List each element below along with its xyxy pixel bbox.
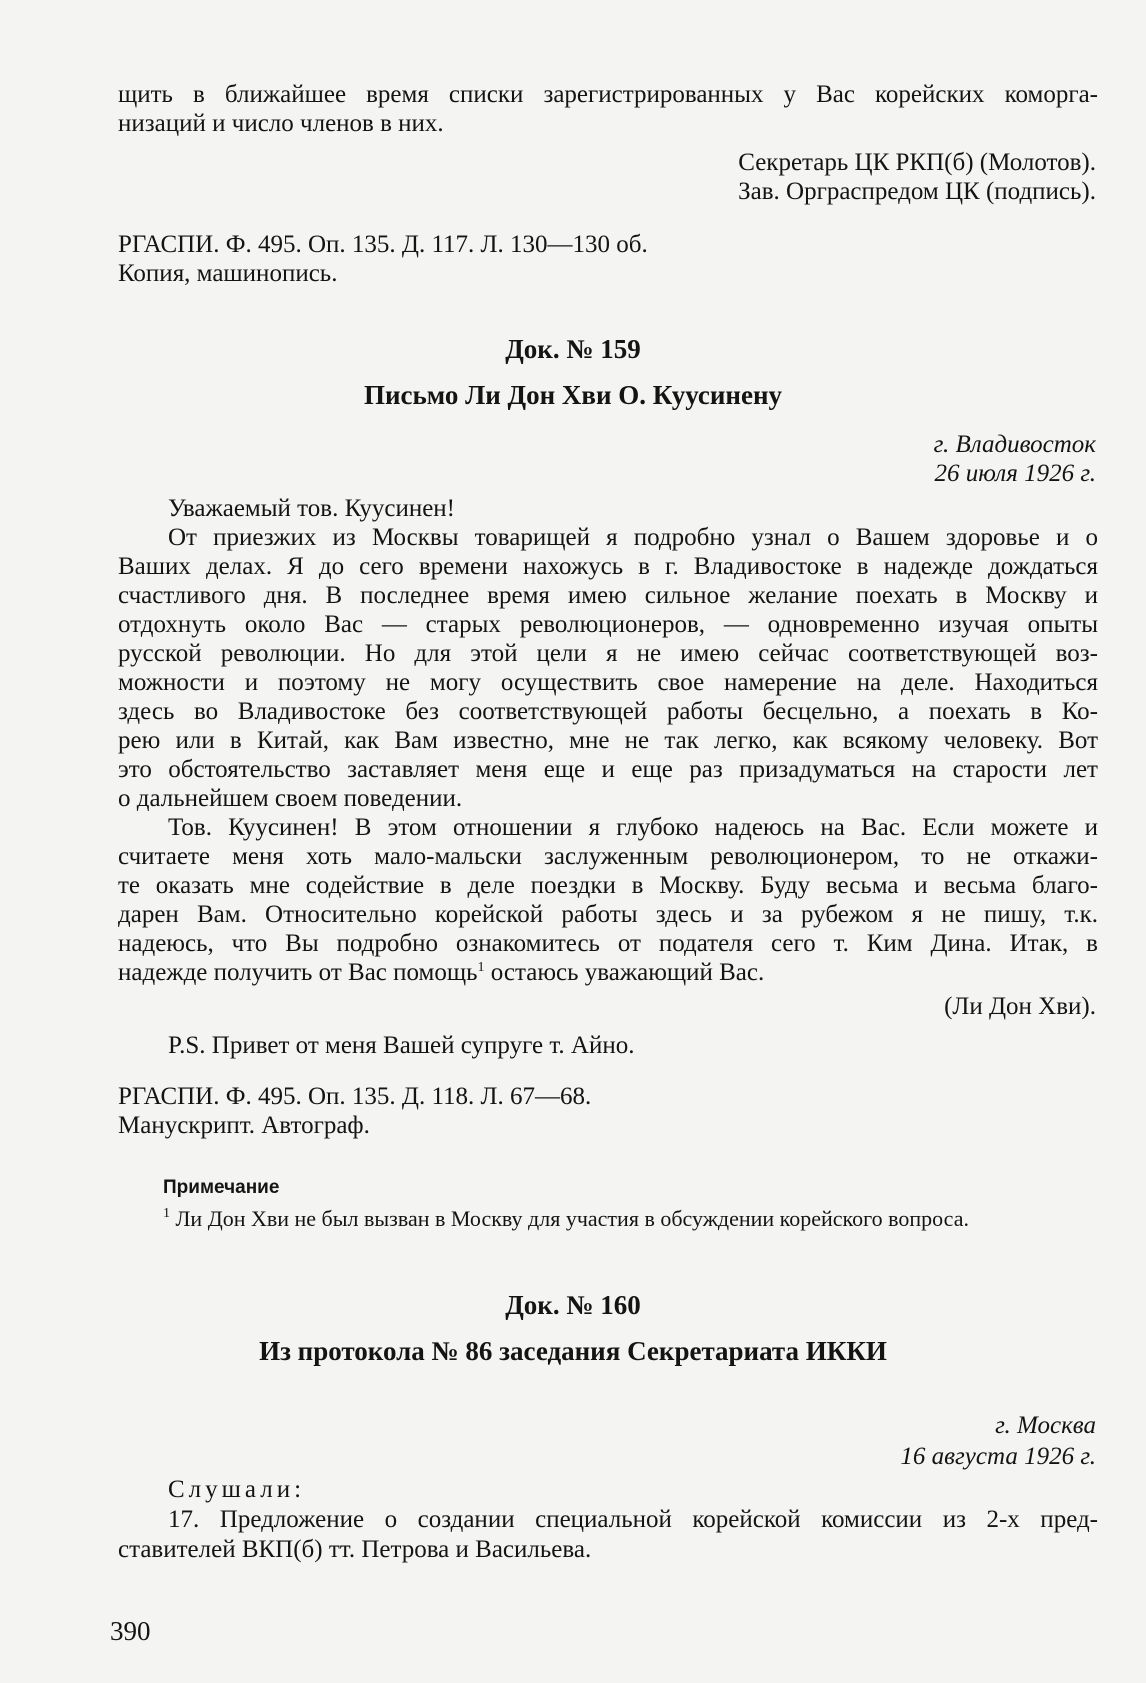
- note-heading: Примечание: [163, 1177, 280, 1198]
- archive-copy-type: Копия, машинопись.: [118, 260, 338, 287]
- letter-line: можности и поэтому не могу осуществить свое намерение на деле. Находиться: [118, 669, 1098, 696]
- letter-line: русской революции. Но для этой цели я не имею сейчас соответствующей воз-: [118, 640, 1098, 667]
- doc-160-place: г. Москва: [995, 1412, 1096, 1439]
- letter-line: дарен Вам. Относительно корейской работы здесь и за рубежом я не пишу, т.к.: [118, 901, 1098, 928]
- agenda-item-line: 17. Предложение о создании специальной корейской комиссии из 2-х пред-: [168, 1506, 1098, 1533]
- doc-160-title: Из протокола № 86 заседания Секретариата ИККИ: [259, 1336, 887, 1366]
- letter-line: Тов. Куусинен! В этом отношении я глубоко надеюсь на Вас. Если можете и: [168, 814, 1098, 841]
- letter-line: это обстоятельство заставляет меня еще и еще раз призадуматься на старости лет: [118, 756, 1098, 783]
- letter-line: отдохнуть около Вас — старых революционеров, — одновременно изучая опыты: [118, 611, 1098, 638]
- letter-line: те оказать мне содействие в деле поездки в Москву. Буду весьма и весьма благо-: [118, 872, 1098, 899]
- archive-reference: РГАСПИ. Ф. 495. Оп. 135. Д. 117. Л. 130—130 об.: [118, 231, 648, 258]
- letter-line: надеюсь, что Вы подробно ознакомитесь от подателя сего т. Ким Дина. Итак, в: [118, 930, 1098, 957]
- footnote-marker: 1: [477, 960, 485, 975]
- letter-line: считаете меня хоть мало-мальски заслуженным революционером, то не откажи-: [118, 843, 1098, 870]
- page-number: 390: [110, 1616, 151, 1646]
- doc-159-title: Письмо Ли Дон Хви О. Куусинену: [363, 380, 782, 410]
- letter-text: надежде получить от Вас помощь: [118, 959, 478, 986]
- footnote-body: Ли Дон Хви не был вызван в Москву для участия в обсуждении корейского вопроса.: [170, 1206, 969, 1231]
- letter-line: здесь во Владивостоке без соответствующей работы бесцельно, а поехать в Ко-: [118, 698, 1098, 725]
- heard-label: Слушали:: [168, 1476, 306, 1503]
- signature-head-orgraspred: Зав. Орграспредом ЦК (подпись).: [738, 178, 1096, 205]
- agenda-item-line: ставителей ВКП(б) тт. Петрова и Васильева.: [118, 1536, 592, 1563]
- footnote-text: [163, 1205, 969, 1233]
- text-line: низаций и число членов в них.: [118, 110, 444, 137]
- archive-reference: РГАСПИ. Ф. 495. Оп. 135. Д. 118. Л. 67—68.: [118, 1083, 592, 1110]
- footnote-marker: 1: [163, 1206, 170, 1221]
- letter-line: [118, 958, 764, 988]
- letter-line: счастливого дня. В последнее время имею сильное желание поехать в Москву и: [118, 582, 1098, 609]
- text-line: щить в ближайшее время списки зарегистрированных у Вас корейских коморга-: [118, 81, 1098, 108]
- salutation: Уважаемый тов. Куусинен!: [168, 495, 456, 522]
- signature-secretary: Секретарь ЦК РКП(б) (Молотов).: [738, 149, 1096, 176]
- doc-159-date: 26 июля 1926 г.: [934, 460, 1096, 487]
- letter-line: рею или в Китай, как Вам известно, мне не так легко, как всякому человеку. Вот: [118, 727, 1098, 754]
- doc-160-date: 16 августа 1926 г.: [900, 1443, 1096, 1470]
- doc-159-number: Док. № 159: [505, 334, 641, 364]
- doc-159-place: г. Владивосток: [933, 431, 1096, 458]
- archive-copy-type: Манускрипт. Автограф.: [118, 1112, 370, 1139]
- postscript: P.S. Привет от меня Вашей супруге т. Айно.: [168, 1032, 635, 1059]
- letter-line: Ваших делах. Я до сего времени нахожусь в г. Владивостоке в надежде дождаться: [118, 553, 1098, 580]
- letter-line: о дальнейшем своем поведении.: [118, 785, 463, 812]
- letter-text: остаюсь уважающий Вас.: [484, 959, 765, 986]
- doc-160-number: Док. № 160: [505, 1290, 641, 1320]
- letter-signature: (Ли Дон Хви).: [944, 993, 1096, 1020]
- letter-line: От приезжих из Москвы товарищей я подробно узнал о Вашем здоровье и о: [168, 524, 1098, 551]
